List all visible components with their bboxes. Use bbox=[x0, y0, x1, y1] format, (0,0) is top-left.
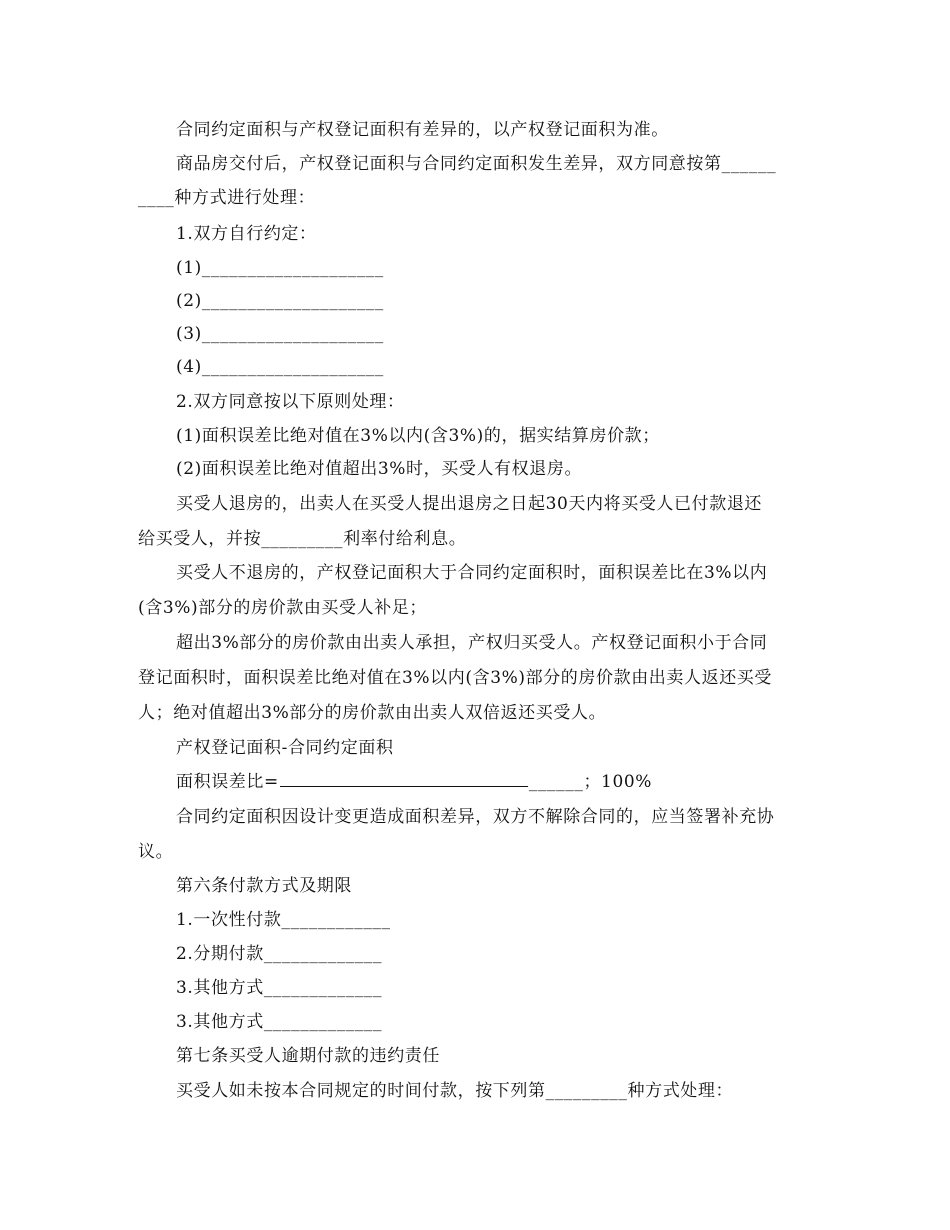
list-item: 1.一次性付款____________ bbox=[176, 910, 391, 930]
formula-denominator: ______；100% bbox=[528, 772, 653, 792]
paragraph-line: 议。 bbox=[138, 842, 174, 862]
list-item: (3)____________________ bbox=[176, 324, 384, 344]
section-heading: 第六条付款方式及期限 bbox=[176, 876, 352, 896]
list-item: (4)____________________ bbox=[176, 357, 384, 377]
section-heading: 第七条买受人逾期付款的违约责任 bbox=[176, 1046, 440, 1066]
paragraph-line: 给买受人，并按_________利率付给利息。 bbox=[138, 529, 467, 549]
list-item: 3.其他方式_____________ bbox=[176, 1012, 383, 1032]
list-item: 3.其他方式_____________ bbox=[176, 978, 383, 998]
formula-line bbox=[176, 770, 652, 794]
paragraph-line: 2.双方同意按以下原则处理： bbox=[176, 392, 405, 412]
paragraph-line: (2)面积误差比绝对值超出3%时，买受人有权退房。 bbox=[176, 459, 583, 479]
paragraph-line: 买受人不退房的，产权登记面积大于合同约定面积时，面积误差比在3%以内 bbox=[176, 563, 768, 583]
paragraph-line: 合同约定面积因设计变更造成面积差异，双方不解除合同的，应当签署补充协 bbox=[176, 807, 775, 827]
paragraph-line: 1.双方自行约定： bbox=[176, 224, 317, 244]
fraction-bar bbox=[280, 786, 528, 787]
list-item: 2.分期付款_____________ bbox=[176, 944, 383, 964]
paragraph-line: (含3%)部分的房价款由买受人补足； bbox=[138, 598, 428, 618]
list-item: (1)____________________ bbox=[176, 258, 384, 278]
paragraph-line: 人；绝对值超出3%部分的房价款由出卖人双倍返还买受人。 bbox=[138, 703, 607, 723]
list-item: (2)____________________ bbox=[176, 291, 384, 311]
paragraph-line: ____种方式进行处理： bbox=[138, 188, 316, 208]
paragraph-line: 买受人如未按本合同规定的时间付款，按下列第_________种方式处理： bbox=[176, 1081, 734, 1101]
paragraph-line: 商品房交付后，产权登记面积与合同约定面积发生差异，双方同意按第______ bbox=[176, 154, 777, 174]
paragraph-line: (1)面积误差比绝对值在3%以内(含3%)的，据实结算房价款； bbox=[176, 426, 660, 446]
paragraph-line: 超出3%部分的房价款由出卖人承担，产权归买受人。产权登记面积小于合同 bbox=[176, 633, 768, 653]
paragraph-line: 登记面积时，面积误差比绝对值在3%以内(含3%)部分的房价款由出卖人返还买受 bbox=[138, 668, 773, 688]
formula-label: 面积误差比= bbox=[176, 772, 279, 792]
formula-numerator: 产权登记面积-合同约定面积 bbox=[176, 738, 394, 758]
paragraph-line: 买受人退房的，出卖人在买受人提出退房之日起30天内将买受人已付款退还 bbox=[176, 494, 763, 514]
paragraph-line: 合同约定面积与产权登记面积有差异的，以产权登记面积为准。 bbox=[176, 120, 669, 140]
